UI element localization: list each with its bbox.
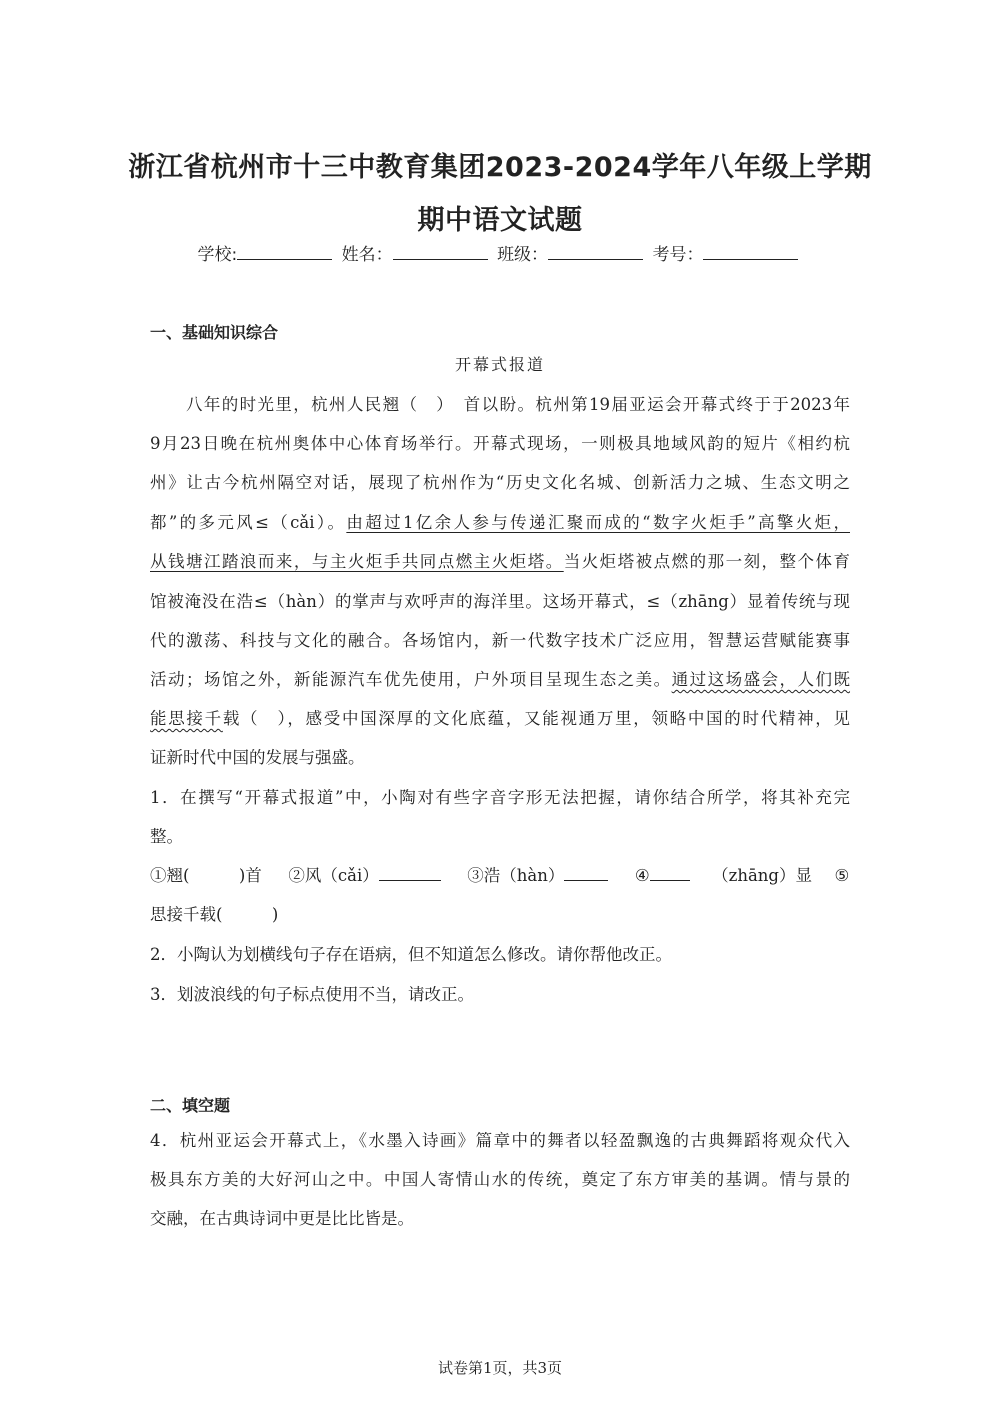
q1-blank-4[interactable]	[650, 866, 690, 881]
school-label: 学校:	[197, 245, 238, 265]
q1-item-5-text[interactable]: 思接千载( )	[150, 905, 279, 924]
underlined-sentence: 从钱塘江踏浪而来，与主火炬手共同点燃主火炬塔。	[150, 552, 564, 571]
passage-text: 载（ ），感受中国深厚的文化底蕴，又能视通万里，领略中国的时代精神，见	[222, 709, 851, 728]
question-4-cont: 交融，在古典诗词中更是比比皆是。	[150, 1209, 414, 1228]
passage-line: 州》让古今杭州隔空对话，展现了杭州作为“历史文化名城、创新活力之城、生态文明之	[150, 473, 850, 492]
passage-text: 当火炬塔被点燃的那一刻，整个体育	[563, 552, 851, 571]
student-info-row	[0, 240, 1000, 265]
question-1: 1．在撰写“开幕式报道”中，小陶对有些字音字形无法把握，请你结合所学，将其补充完	[150, 788, 850, 807]
wavy-sentence: 能思接千	[150, 709, 223, 728]
passage-line: 馆被淹没在浩≤（hàn）的掌声与欢呼声的海洋里。这场开幕式，≤（zhāng）显着传统与现	[150, 592, 850, 611]
passage-text: 都”的多元风≤（cǎi）。	[150, 513, 347, 532]
exam-title-line1: 浙江省杭州市十三中教育集团2023-2024学年八年级上学期	[128, 152, 872, 183]
passage-text: 活动；场馆之外，新能源汽车优先使用，户外项目呈现生态之美。	[150, 670, 672, 689]
number-label: 考号：	[652, 245, 704, 265]
passage-line	[150, 666, 850, 690]
q1-blank-3[interactable]	[564, 866, 608, 881]
class-blank[interactable]	[548, 245, 643, 260]
passage-line: 代的激荡、科技与文化的融合。各场馆内，新一代数字技术广泛应用，智慧运营赋能赛事	[150, 631, 850, 650]
wavy-sentence: 通过这场盛会，人们既	[671, 670, 851, 689]
question-4: 4．杭州亚运会开幕式上，《水墨入诗画》篇章中的舞者以轻盈飘逸的古典舞蹈将观众代入	[150, 1131, 850, 1150]
q1-item-4-text: （zhāng）显	[712, 866, 812, 885]
question-4-cont: 极具东方美的大好河山之中。中国人寄情山水的传统，奠定了东方审美的基调。情与景的	[150, 1170, 850, 1189]
q1-item-5: ⑤	[834, 866, 850, 885]
q1-blank-2[interactable]	[379, 866, 441, 881]
q1-item-2: ②风（cǎi）	[288, 866, 379, 885]
passage-line: 证新时代中国的发展与强盛。	[150, 748, 365, 767]
section1-heading: 一、基础知识综合	[150, 323, 279, 342]
q1-item-1[interactable]: ①翘( )首	[150, 866, 262, 885]
passage-line: 9月23日晚在杭州奥体中心体育场举行。开幕式现场，一则极具地域风韵的短片《相约杭	[150, 434, 850, 453]
question-3: 3．划波浪线的句子标点使用不当，请改正。	[150, 985, 474, 1004]
section2-heading: 二、填空题	[150, 1096, 231, 1115]
passage-line	[150, 548, 850, 572]
school-blank[interactable]	[237, 245, 332, 260]
name-label: 姓名：	[341, 245, 393, 265]
q1-item-3: ③浩（hàn）	[467, 866, 565, 885]
number-blank[interactable]	[703, 245, 798, 260]
q1-item-4: ④	[634, 866, 650, 885]
question-1-items	[150, 862, 850, 886]
passage-line: 八年的时光里，杭州人民翘（ ） 首以盼。杭州第19届亚运会开幕式终于于2023年	[186, 395, 850, 414]
underlined-sentence: 由超过1亿余人参与传递汇聚而成的“数字火炬手”高擎火炬，	[346, 513, 850, 532]
passage-line	[150, 705, 850, 729]
question-1-cont: 整。	[150, 827, 183, 846]
page-number: 试卷第1页，共3页	[437, 1359, 563, 1377]
passage-title: 开幕式报道	[454, 355, 545, 374]
name-blank[interactable]	[393, 245, 488, 260]
passage-line	[150, 509, 850, 533]
exam-title-line2: 期中语文试题	[417, 205, 583, 236]
question-2: 2．小陶认为划横线句子存在语病，但不知道怎么修改。请你帮他改正。	[150, 945, 672, 964]
class-label: 班级：	[497, 245, 549, 265]
